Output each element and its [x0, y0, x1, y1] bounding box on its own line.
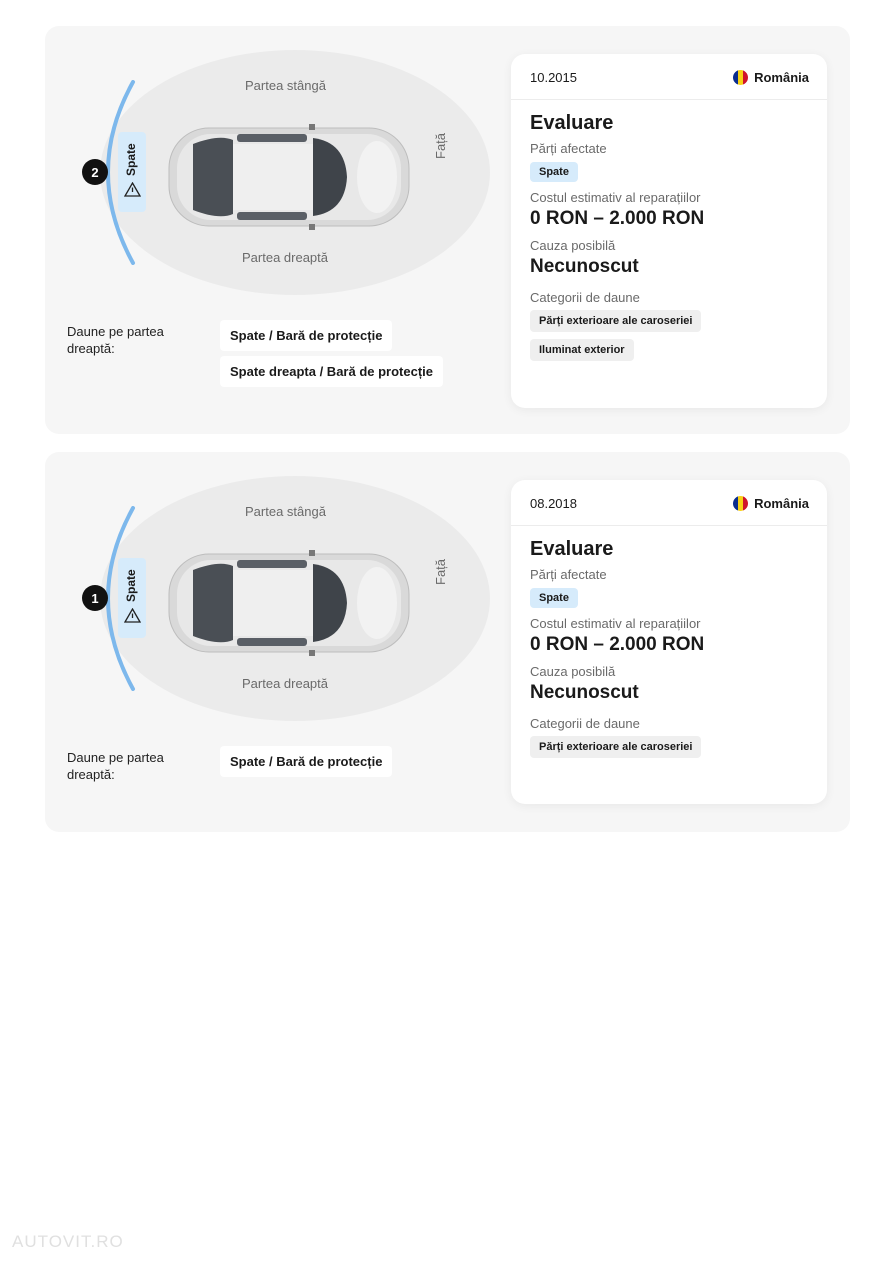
- diagram-front-label: Față: [433, 132, 448, 159]
- zone-label: Spate: [124, 569, 138, 602]
- cost-label: Costul estimativ al reparațiilor: [530, 190, 701, 205]
- cause-value: Necunoscut: [530, 256, 639, 277]
- watermark-logo: AUTOVIT.RO: [12, 1232, 124, 1251]
- zone-label: Spate: [124, 143, 138, 176]
- warning-icon: [124, 608, 141, 623]
- cause-label: Cauza posibilă: [530, 664, 616, 679]
- card-header: [511, 480, 827, 526]
- diagram-right-label: Partea dreaptă: [242, 676, 329, 691]
- damage-side-label: Daune pe partea dreaptă:: [67, 750, 164, 782]
- diagram-right-label: Partea dreaptă: [242, 250, 329, 265]
- category-chip: Părți exterioare ale caroseriei: [530, 310, 701, 332]
- diagram-front-label: Față: [433, 558, 448, 585]
- categories-label: Categorii de daune: [530, 290, 640, 305]
- evaluation-card: [511, 480, 827, 804]
- damage-item-chip: Spate / Bară de protecție: [220, 320, 392, 351]
- card-title: Evaluare: [530, 112, 614, 134]
- category-chip: Părți exterioare ale caroseriei: [530, 736, 701, 758]
- cause-label: Cauza posibilă: [530, 238, 616, 253]
- damage-item-chip: Spate / Bară de protecție: [220, 746, 392, 777]
- category-chip: Iluminat exterior: [530, 339, 634, 361]
- affected-part-chip: Spate: [530, 162, 578, 182]
- damage-item-chip: Spate dreapta / Bară de protecție: [220, 356, 443, 387]
- damage-report-panel: [45, 452, 850, 832]
- affected-parts-label: Părți afectate: [530, 567, 607, 582]
- country-name: România: [754, 496, 809, 511]
- diagram-left-label: Partea stângă: [245, 504, 326, 519]
- cost-label: Costul estimativ al reparațiilor: [530, 616, 701, 631]
- categories-label: Categorii de daune: [530, 716, 640, 731]
- damage-number-badge: 2: [82, 159, 108, 185]
- romania-flag-icon: [733, 496, 748, 511]
- damage-report-panel: [45, 26, 850, 434]
- diagram-left-label: Partea stângă: [245, 78, 326, 93]
- cost-value: 0 RON – 2.000 RON: [530, 634, 705, 655]
- cost-value: 0 RON – 2.000 RON: [530, 208, 705, 229]
- warning-icon: [124, 182, 141, 197]
- card-header: [511, 54, 827, 100]
- car-top-view-image: [163, 118, 413, 236]
- cause-value: Necunoscut: [530, 682, 639, 703]
- country-label: [733, 496, 809, 511]
- affected-parts-label: Părți afectate: [530, 141, 607, 156]
- car-top-view-image: [163, 544, 413, 662]
- damage-side-label: Daune pe partea dreaptă:: [67, 324, 164, 356]
- romania-flag-icon: [733, 70, 748, 85]
- report-date: 10.2015: [530, 70, 577, 85]
- report-date: 08.2018: [530, 496, 577, 511]
- evaluation-card: [511, 54, 827, 408]
- affected-part-chip: Spate: [530, 588, 578, 608]
- card-title: Evaluare: [530, 538, 614, 560]
- damage-number-badge: 1: [82, 585, 108, 611]
- country-name: România: [754, 70, 809, 85]
- country-label: [733, 70, 809, 85]
